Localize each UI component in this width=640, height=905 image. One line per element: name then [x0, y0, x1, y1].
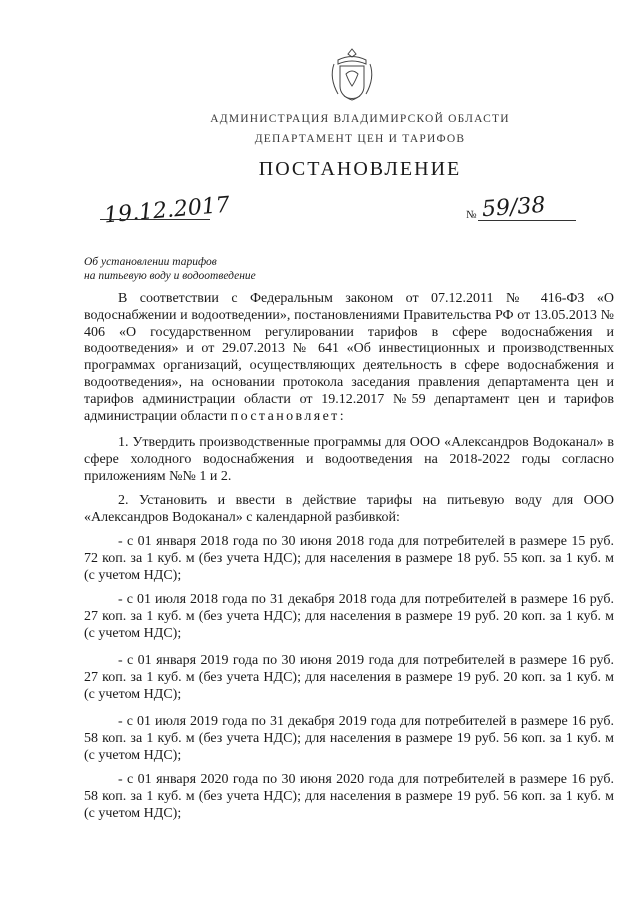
date-underline — [100, 219, 210, 220]
subject-line: Об установлении тарифов — [84, 256, 217, 268]
preamble-keyword: постановляет: — [230, 408, 346, 424]
rate-item: - с 01 июля 2018 года по 31 декабря 2018 года для потребителей в размере 16 руб. 27 коп. за 1 куб. м (без учета НДС); для населения в размере 19 руб. 20 коп. за 1 куб. м (с учетом НДС); — [84, 592, 614, 641]
clause-1: 1. Утвердить производственные программы для ООО «Александров Водоканал» в сфере холодного водоснабжения и водоотведения на 2018-2022 годы согласно приложениям №№ 1 и 2. — [84, 435, 614, 484]
preamble-paragraph — [84, 291, 614, 425]
rate-item: - с 01 июля 2019 года по 31 декабря 2019 года для потребителей в размере 16 руб. 58 коп. за 1 куб. м (без учета НДС); для населения в размере 19 руб. 56 коп. за 1 куб. м (с учетом НДС); — [84, 714, 614, 763]
number-underline — [478, 220, 576, 221]
document-title: ПОСТАНОВЛЕНИЕ — [258, 158, 462, 180]
org-name: АДМИНИСТРАЦИЯ ВЛАДИМИРСКОЙ ОБЛАСТИ — [210, 113, 510, 125]
rate-item: - с 01 января 2019 года по 30 июня 2019 года для потребителей в размере 16 руб. 27 коп. за 1 куб. м (без учета НДС); для населения в размере 19 руб. 20 коп. за 1 куб. м (с учетом НДС); — [84, 653, 614, 702]
rate-item: - с 01 января 2020 года по 30 июня 2020 года для потребителей в размере 16 руб. 58 коп. за 1 куб. м (без учета НДС); для населения в размере 19 руб. 56 коп. за 1 куб. м (с учетом НДС); — [84, 772, 614, 821]
subject-line: на питьевую воду и водоотведение — [84, 270, 256, 282]
coat-of-arms-icon — [326, 46, 378, 104]
rate-item: - с 01 января 2018 года по 30 июня 2018 года для потребителей в размере 15 руб. 72 коп. за 1 куб. м (без учета НДС); для населения в размере 18 руб. 55 коп. за 1 куб. м (с учетом НДС); — [84, 534, 614, 583]
number-prefix: № — [466, 209, 477, 221]
department-name: ДЕПАРТАМЕНТ ЦЕН И ТАРИФОВ — [254, 133, 466, 145]
document-subject — [84, 255, 344, 283]
clause-2: 2. Установить и ввести в действие тарифы на питьевую воду для ООО «Александров Водоканал» с календарной разбивкой: — [84, 493, 614, 525]
document-date: 19.12.2017 — [103, 192, 231, 229]
document-number: 59/38 — [481, 192, 547, 223]
preamble-text: В соответствии с Федеральным законом от 07.12.2011 № 416-ФЗ «О водоснабжении и водоотведении», постановлениями Правительства РФ от 13.05.2013 № 406 «О государственном регулировании тарифов в сфере водоснабжения и водоотведения» и от 29.07.2013 № 641 «Об инвестиционных и производственных программах организаций, осуществляющих деятельность в сфере водоснабжения и водоотведения», на основании протокола заседания правления департамента цен и тарифов администрации области от 19.12.2017 №59 департамент цен и тарифов администрации области — [84, 291, 614, 424]
